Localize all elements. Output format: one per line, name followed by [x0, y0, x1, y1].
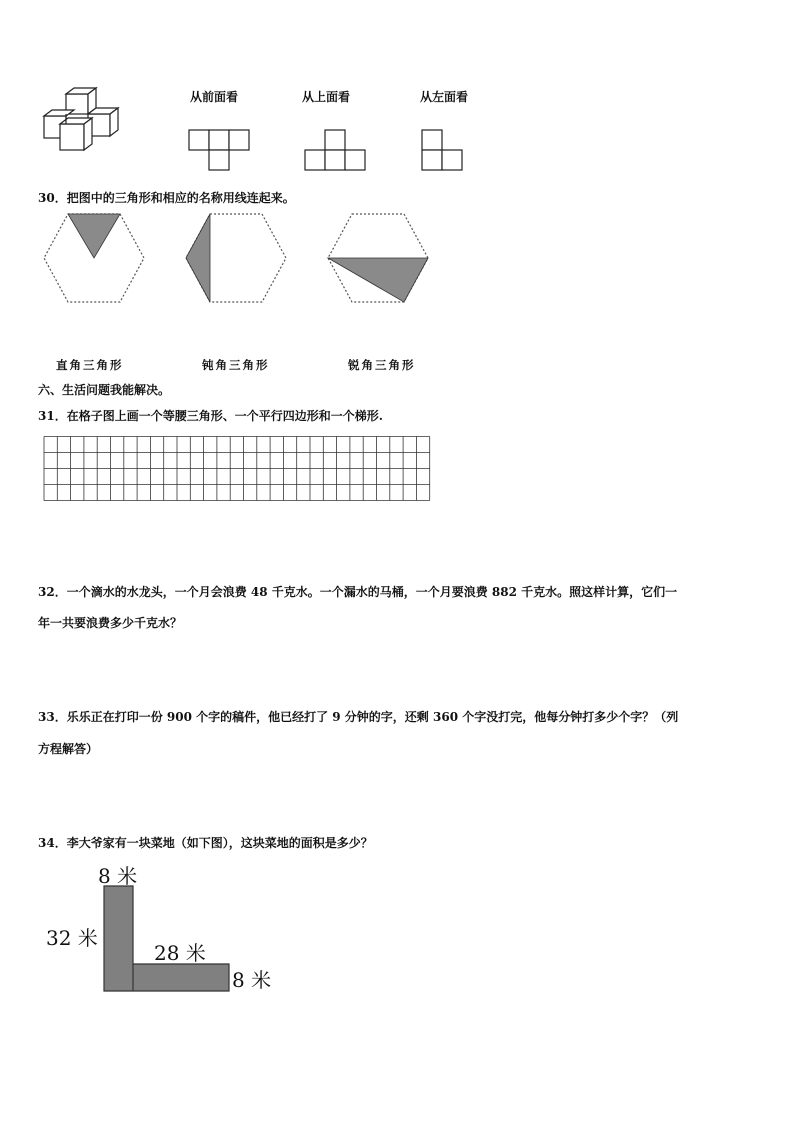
label-obtuse-triangle: 钝角三角形	[202, 358, 270, 372]
dim-top-width: 8 米	[98, 864, 138, 888]
cube-stack-figure	[40, 84, 130, 156]
left-view-figure	[420, 128, 464, 172]
hexagon-right-figure	[184, 212, 288, 304]
dim-arm-length: 28 米	[154, 941, 206, 965]
drawing-grid[interactable]	[44, 436, 432, 502]
section-6-heading: 六、生活问题我能解决。	[38, 383, 171, 397]
label-right-triangle: 直角三角形	[56, 358, 124, 372]
question-31: 31．在格子图上画一个等腰三角形、一个平行四边形和一个梯形.	[38, 409, 383, 423]
front-view-label: 从前面看	[190, 90, 239, 104]
dim-height: 32 米	[46, 926, 98, 950]
question-32-line-1: 32．一个滴水的水龙头，一个月会浪费 48 千克水。一个漏水的马桶，一个月要浪费 882 千克水。照这样计算，它们一	[38, 585, 678, 599]
question-32-line-2: 年一共要浪费多少千克水？	[38, 616, 183, 630]
top-view-label: 从上面看	[302, 90, 351, 104]
hexagon-acute-figure	[42, 212, 146, 304]
question-33-line-1: 33．乐乐正在打印一份 900 个字的稿件，他已经打了 9 分钟的字，还剩 360 个字没打完，他每分钟打多少个字？（列	[38, 710, 679, 724]
question-33-line-2: 方程解答）	[38, 742, 99, 756]
dim-arm-width: 8 米	[232, 968, 272, 992]
top-view-figure	[304, 128, 366, 172]
label-acute-triangle: 锐角三角形	[348, 358, 416, 372]
left-view-label: 从左面看	[420, 90, 469, 104]
front-view-figure	[188, 128, 250, 172]
question-30: 30．把图中的三角形和相应的名称用线连起来。	[38, 191, 295, 205]
question-34: 34．李大爷家有一块菜地（如下图），这块菜地的面积是多少？	[38, 836, 373, 850]
hexagon-obtuse-figure	[326, 212, 430, 304]
